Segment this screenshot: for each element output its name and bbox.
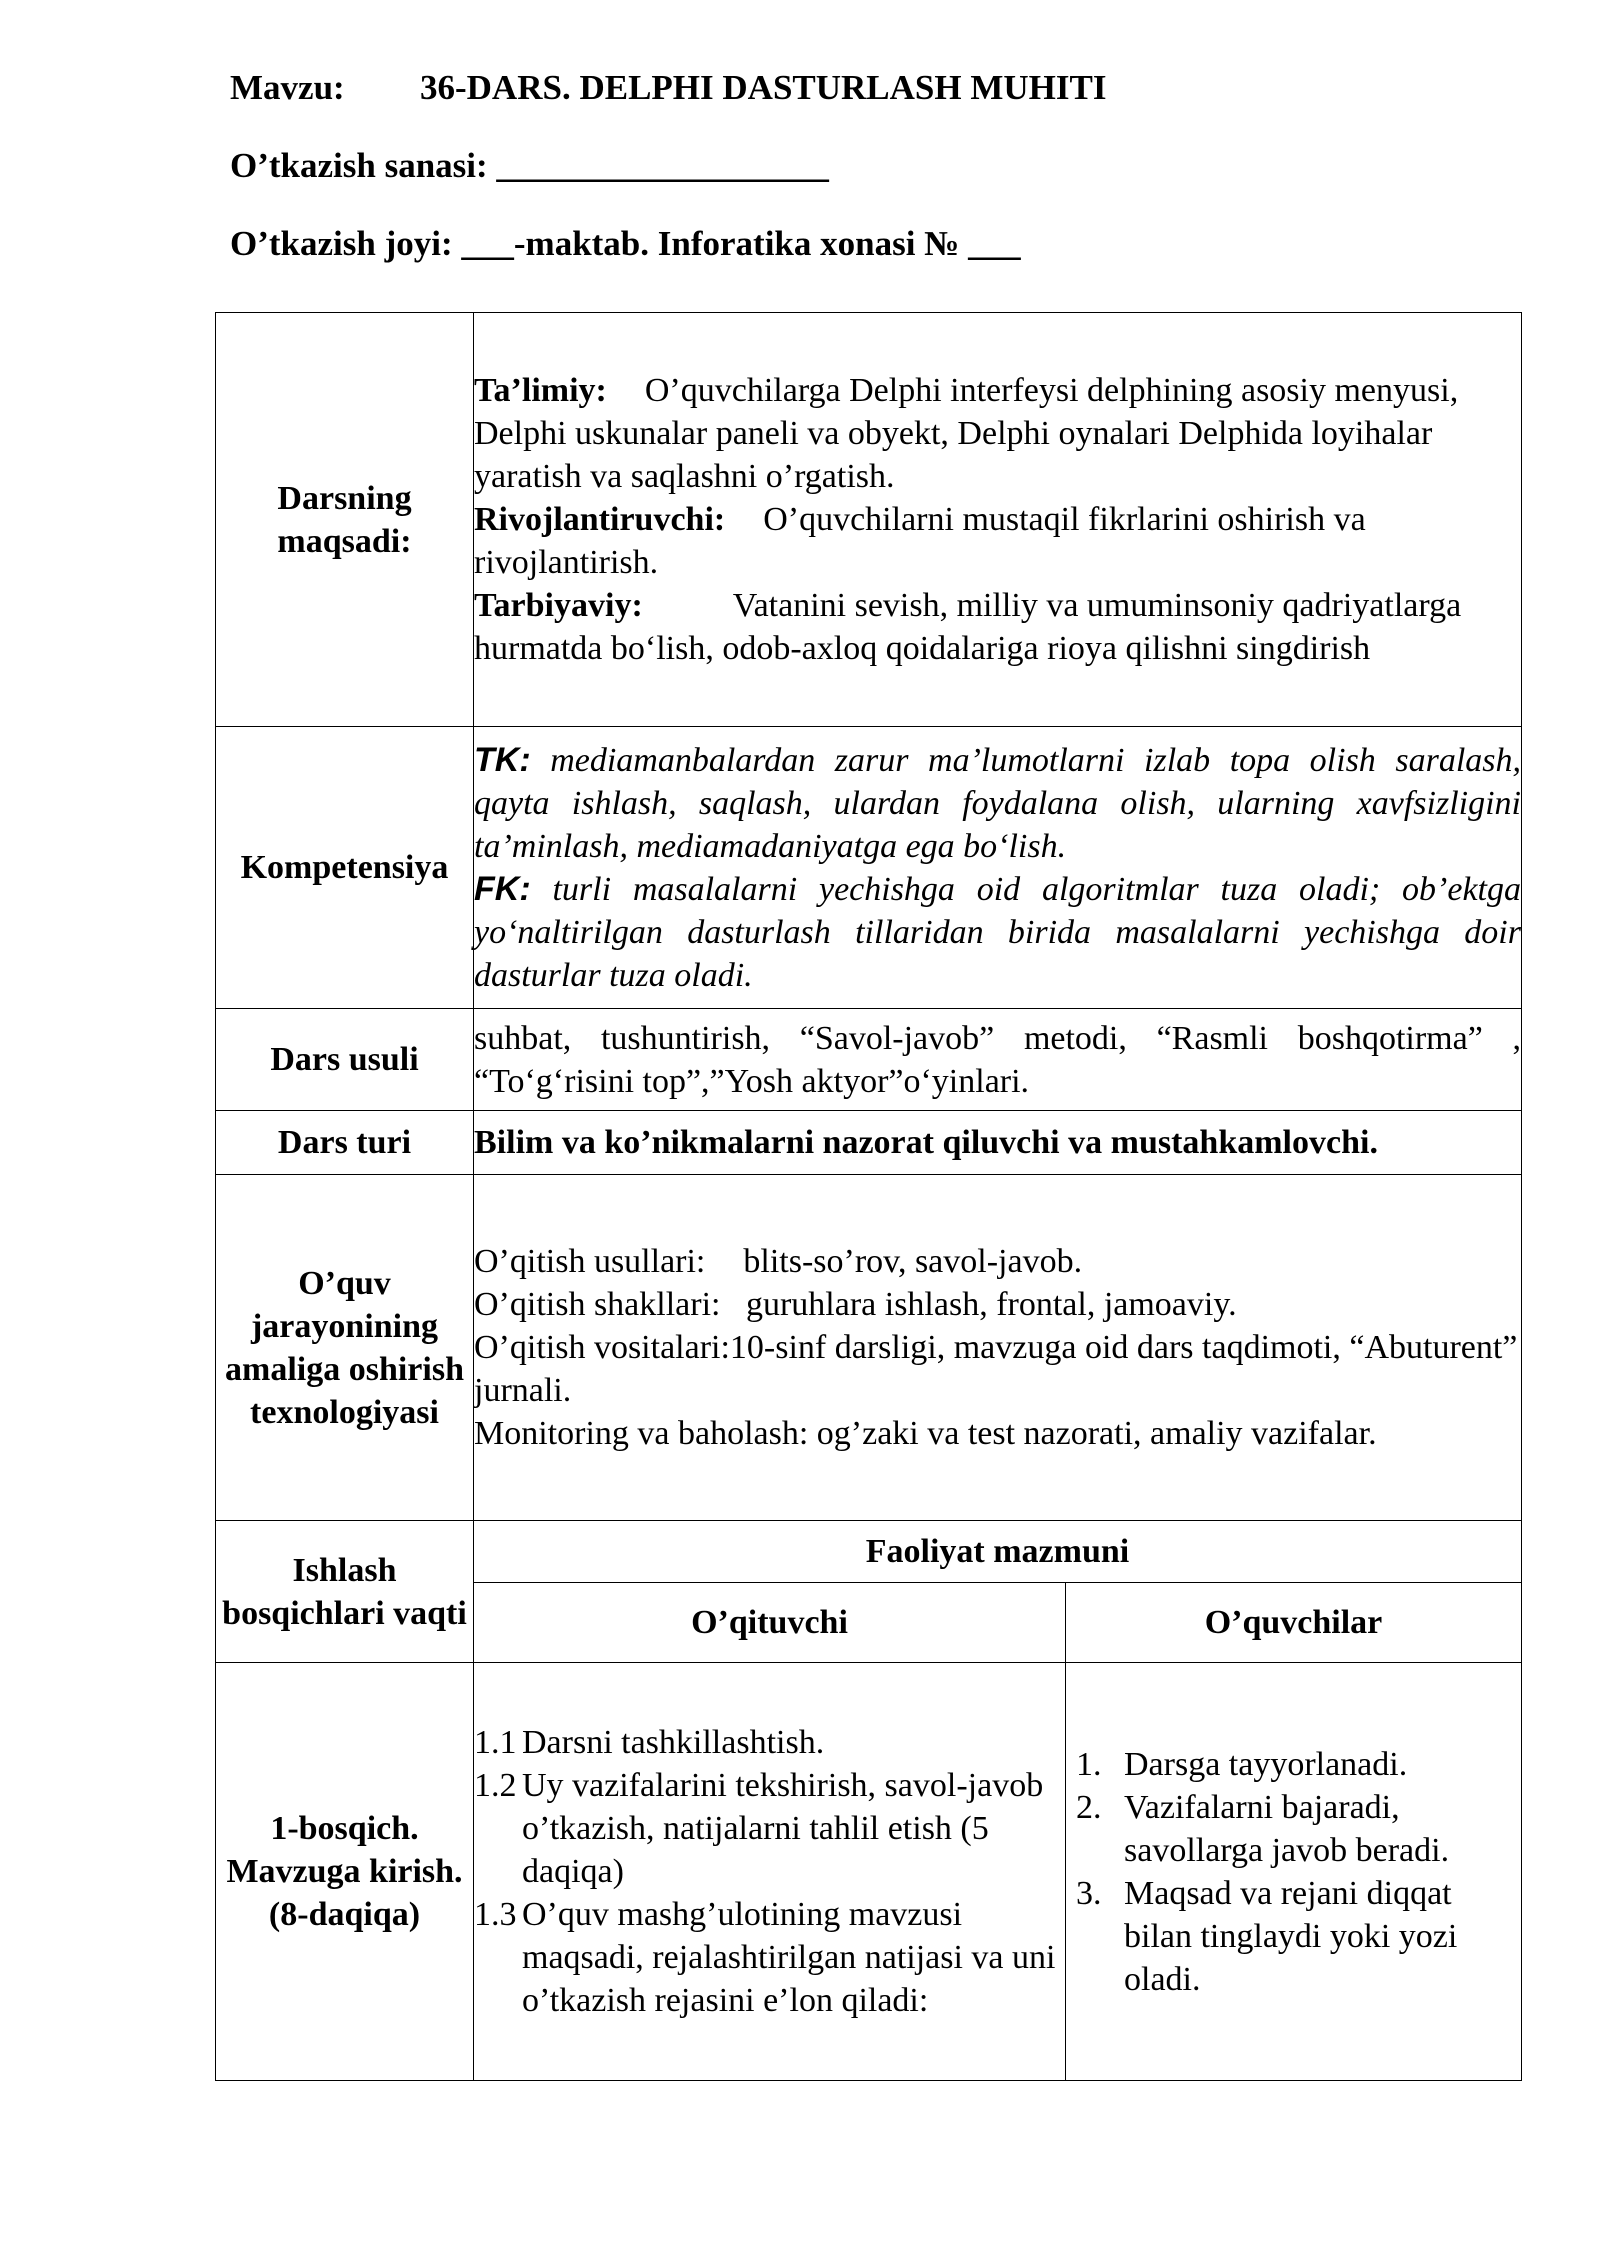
- tech-line2-label: O’qitish shakllari:: [474, 1286, 721, 1323]
- list-item: 1.3 O’quv mashg’ulotining mavzusi maqsadi, rejalashtirilgan natijasi va uni o’tkazish rejasini e’lon qiladi:: [474, 1896, 1056, 2019]
- stage-header: Ishlash bosqichlari vaqti: [216, 1521, 474, 1663]
- type-label: Dars turi: [216, 1111, 474, 1175]
- technology-label: O’quv jarayonining amaliga oshirish texnologiyasi: [216, 1175, 474, 1521]
- tarbiya-label: Tarbiyaviy:: [474, 587, 643, 624]
- tech-line3: O’qitish vositalari:10-sinf darsligi, mavzuga oid dars taqdimoti, “Abuturent” jurnali.: [474, 1329, 1518, 1409]
- type-text: Bilim va ko’nikmalarni nazorat qiluvchi va mustahkamlovchi.: [474, 1111, 1522, 1175]
- rivoj-text: O’quvchilarni mustaqil fikrlarini oshirish va rivojlantirish.: [474, 501, 1366, 581]
- fk-label: FK:: [474, 869, 531, 908]
- tk-text: mediamanbalardan zarur ma’lumotlarni izlab topa olish saralash, qayta ishlash, saqlash, ulardan foydalana olish, ularning xavfsizligini ta’minlash, mediamadaniyatga ega bo‘lish.: [474, 741, 1521, 865]
- list-item: 3. Maqsad va rejani diqqat bilan tinglaydi yoki yozi oladi.: [1076, 1874, 1458, 1998]
- type-row: [216, 1111, 1522, 1175]
- students-header: O’quvchilar: [1066, 1583, 1522, 1663]
- method-text: suhbat, tushuntirish, “Savol-javob” metodi, “Rasmli boshqotirma” , “To‘g‘risini top”,”Yosh aktyor”o‘yinlari.: [474, 1009, 1522, 1111]
- topic-label: Mavzu:: [230, 68, 345, 107]
- teacher-header: O’qituvchi: [474, 1583, 1066, 1663]
- method-row: [216, 1009, 1522, 1111]
- activity-header-row: [216, 1521, 1522, 1583]
- place-line: O’tkazish joyi: ___-maktab. Inforatika xonasi № ___: [230, 224, 1021, 263]
- goals-row: [216, 313, 1522, 727]
- tk-label: TK:: [474, 740, 531, 779]
- tarbiya-text: Vatanini sevish, milliy va umuminsoniy qadriyatlarga hurmatda bo‘lish, odob-axloq qoidalariga rioya qilishni singdirish: [474, 587, 1462, 667]
- student-activities: [1066, 1663, 1522, 2081]
- technology-row: [216, 1175, 1522, 1521]
- lesson-plan-table: [215, 312, 1522, 2081]
- goals-content: [474, 313, 1522, 727]
- fk-text: turli masalalarni yechishga oid algoritmlar tuza oladi; ob’ektga yo‘naltirilgan dasturlash tillaridan birida masalalarni yechishga doir dasturlar tuza oladi.: [474, 870, 1521, 994]
- list-item: 1.2 Uy vazifalarini tekshirish, savol-javob o’tkazish, natijalarni tahlil etish (5 daqiqa): [474, 1767, 1044, 1890]
- list-item: 1.1 Darsni tashkillashtish.: [474, 1724, 825, 1761]
- talimiy-text: O’quvchilarga Delphi interfeysi delphining asosiy menyusi, Delphi uskunalar paneli va obyekt, Delphi oynalari Delphida loyihalar yaratish va saqlashni o’rgatish.: [474, 372, 1459, 495]
- method-label: Dars usuli: [216, 1009, 474, 1111]
- stage1-row: [216, 1663, 1522, 2081]
- list-item: 1. Darsga tayyorlanadi.: [1076, 1745, 1408, 1783]
- teacher-activities: [474, 1663, 1066, 2081]
- tech-line1-text: blits-so’rov, savol-javob.: [743, 1243, 1083, 1280]
- date-line: O’tkazish sanasi: ___________________: [230, 146, 829, 185]
- topic-line: [230, 68, 1106, 108]
- tech-line1-label: O’qitish usullari:: [474, 1243, 706, 1280]
- competence-row: [216, 727, 1522, 1009]
- stage1-label: 1-bosqich. Mavzuga kirish. (8-daqiqa): [216, 1663, 474, 2081]
- competence-content: [474, 727, 1522, 1009]
- tech-line4: Monitoring va baholash: og’zaki va test nazorati, amaliy vazifalar.: [474, 1415, 1377, 1452]
- topic-title: 36-DARS. DELPHI DASTURLASH MUHITI: [420, 68, 1107, 107]
- content-header: Faoliyat mazmuni: [474, 1521, 1522, 1583]
- technology-content: [474, 1175, 1522, 1521]
- rivoj-label: Rivojlantiruvchi:: [474, 501, 726, 538]
- list-item: 2. Vazifalarni bajaradi, savollarga javob beradi.: [1076, 1788, 1450, 1869]
- talimiy-label: Ta’limiy:: [474, 372, 607, 409]
- goals-label: Darsning maqsadi:: [216, 313, 474, 727]
- competence-label: Kompetensiya: [216, 727, 474, 1009]
- tech-line2-text: guruhlara ishlash, frontal, jamoaviy.: [745, 1286, 1237, 1323]
